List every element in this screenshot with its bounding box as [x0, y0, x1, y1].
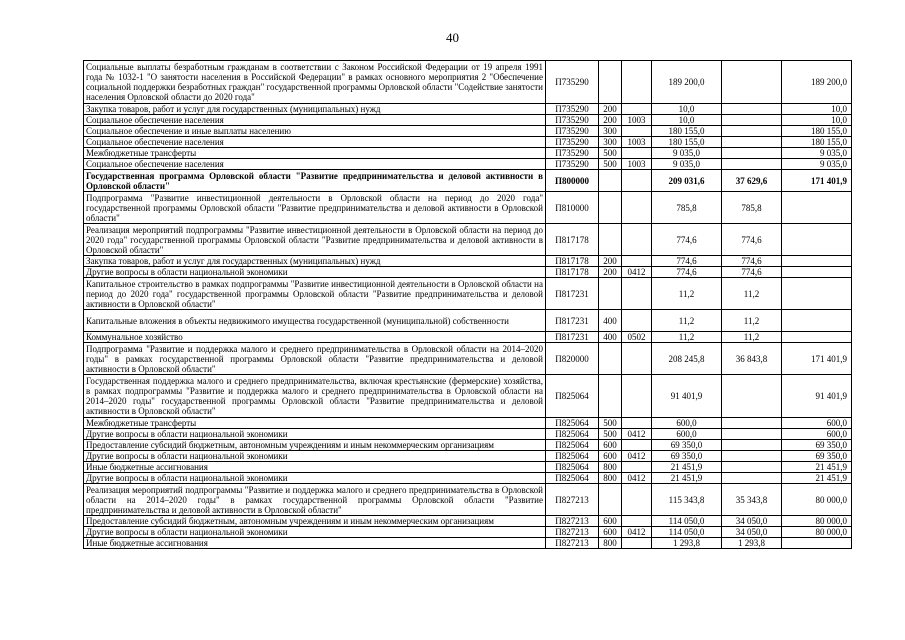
- row-code-cell: П735290: [546, 115, 599, 126]
- row-federal-cell: 11,2: [722, 332, 782, 343]
- row-expense-type-cell: 800: [599, 538, 622, 549]
- row-regional-cell: [782, 267, 852, 278]
- row-expense-type-cell: 200: [599, 115, 622, 126]
- table-row: [84, 224, 852, 256]
- row-regional-cell: 189 200,0: [782, 61, 852, 104]
- row-code-cell: П735290: [546, 61, 599, 104]
- row-total-cell: 785,8: [652, 192, 722, 224]
- row-federal-cell: [722, 375, 782, 418]
- row-regional-cell: [782, 332, 852, 343]
- table-row: [84, 170, 852, 192]
- row-section-cell: [622, 538, 652, 549]
- row-code-cell: П817231: [546, 278, 599, 310]
- table-row: [84, 332, 852, 343]
- row-name-cell: Подпрограмма "Развитие и поддержка малого и среднего предпринимательства в Орловской области на 2014–2020 годы" в рамках государственной программы Орловской области "Развитие предпринимательства и деловой активности в Орловской области": [84, 343, 546, 375]
- row-section-cell: 0412: [622, 429, 652, 440]
- row-code-cell: П817178: [546, 267, 599, 278]
- row-expense-type-cell: [599, 484, 622, 516]
- row-code-cell: П817231: [546, 332, 599, 343]
- row-regional-cell: 10,0: [782, 115, 852, 126]
- row-name-cell: Подпрограмма "Развитие инвестиционной деятельности в Орловской области на период до 2020 года" государственной программы Орловской области "Развитие предпринимательства и деловой активности в Орловской области": [84, 192, 546, 224]
- row-code-cell: П827213: [546, 516, 599, 527]
- row-federal-cell: 34 050,0: [722, 527, 782, 538]
- row-section-cell: [622, 440, 652, 451]
- row-name-cell: Иные бюджетные ассигнования: [84, 462, 546, 473]
- row-regional-cell: [782, 278, 852, 310]
- row-expense-type-cell: 500: [599, 429, 622, 440]
- row-federal-cell: [722, 418, 782, 429]
- row-regional-cell: 21 451,9: [782, 473, 852, 484]
- row-total-cell: 115 343,8: [652, 484, 722, 516]
- row-code-cell: П817178: [546, 224, 599, 256]
- row-regional-cell: 180 155,0: [782, 137, 852, 148]
- table-row: [84, 429, 852, 440]
- row-federal-cell: [722, 104, 782, 115]
- row-code-cell: П827213: [546, 527, 599, 538]
- row-expense-type-cell: 600: [599, 516, 622, 527]
- row-federal-cell: 774,6: [722, 256, 782, 267]
- row-code-cell: П735290: [546, 104, 599, 115]
- table-row: [84, 159, 852, 170]
- row-federal-cell: 11,2: [722, 278, 782, 310]
- row-federal-cell: [722, 159, 782, 170]
- row-regional-cell: 180 155,0: [782, 126, 852, 137]
- row-section-cell: 0412: [622, 451, 652, 462]
- row-name-cell: Предоставление субсидий бюджетным, автономным учреждениям и иным некоммерческим организациям: [84, 440, 546, 451]
- row-regional-cell: 80 000,0: [782, 516, 852, 527]
- row-total-cell: 21 451,9: [652, 473, 722, 484]
- row-total-cell: 180 155,0: [652, 137, 722, 148]
- row-expense-type-cell: 500: [599, 148, 622, 159]
- row-name-cell: Реализация мероприятий подпрограммы "Развитие инвестиционной деятельности в Орловской области на период до 2020 года" государственной программы Орловской области "Развитие предпринимательства и деловой активности в Орловской области": [84, 224, 546, 256]
- row-code-cell: П820000: [546, 343, 599, 375]
- row-federal-cell: 35 343,8: [722, 484, 782, 516]
- table-row: [84, 375, 852, 418]
- row-regional-cell: 171 401,9: [782, 343, 852, 375]
- row-regional-cell: 69 350,0: [782, 440, 852, 451]
- row-total-cell: 69 350,0: [652, 440, 722, 451]
- row-section-cell: [622, 256, 652, 267]
- row-total-cell: 209 031,6: [652, 170, 722, 192]
- row-total-cell: 11,2: [652, 310, 722, 332]
- row-code-cell: П825064: [546, 462, 599, 473]
- row-expense-type-cell: [599, 375, 622, 418]
- row-section-cell: [622, 192, 652, 224]
- row-code-cell: П825064: [546, 440, 599, 451]
- row-code-cell: П800000: [546, 170, 599, 192]
- row-name-cell: Государственная программа Орловской области "Развитие предпринимательства и деловой активности в Орловской области": [84, 170, 546, 192]
- table-row: [84, 137, 852, 148]
- row-name-cell: Закупка товаров, работ и услуг для государственных (муниципальных) нужд: [84, 256, 546, 267]
- row-total-cell: 1 293,8: [652, 538, 722, 549]
- row-total-cell: 11,2: [652, 278, 722, 310]
- row-federal-cell: 37 629,6: [722, 170, 782, 192]
- row-regional-cell: 10,0: [782, 104, 852, 115]
- row-federal-cell: 11,2: [722, 310, 782, 332]
- row-expense-type-cell: [599, 343, 622, 375]
- row-code-cell: П825064: [546, 429, 599, 440]
- row-section-cell: [622, 484, 652, 516]
- row-expense-type-cell: 500: [599, 159, 622, 170]
- row-expense-type-cell: 200: [599, 256, 622, 267]
- table-row: [84, 440, 852, 451]
- row-federal-cell: 1 293,8: [722, 538, 782, 549]
- row-section-cell: [622, 375, 652, 418]
- row-section-cell: [622, 148, 652, 159]
- row-federal-cell: 774,6: [722, 224, 782, 256]
- row-name-cell: Социальное обеспечение населения: [84, 137, 546, 148]
- row-federal-cell: [722, 126, 782, 137]
- row-federal-cell: [722, 429, 782, 440]
- row-federal-cell: [722, 451, 782, 462]
- row-name-cell: Реализация мероприятий подпрограммы "Развитие и поддержка малого и среднего предпринимательства в Орловской области на 2014–2020 годы" в рамках государственной программы Орловской области "Развитие предпринимательства и деловой активности в Орловской области": [84, 484, 546, 516]
- row-regional-cell: [782, 224, 852, 256]
- row-total-cell: 114 050,0: [652, 516, 722, 527]
- row-name-cell: Закупка товаров, работ и услуг для государственных (муниципальных) нужд: [84, 104, 546, 115]
- row-name-cell: Социальное обеспечение населения: [84, 115, 546, 126]
- table-row: [84, 256, 852, 267]
- row-federal-cell: [722, 440, 782, 451]
- table-row: [84, 462, 852, 473]
- row-expense-type-cell: 200: [599, 267, 622, 278]
- row-expense-type-cell: [599, 224, 622, 256]
- row-total-cell: 189 200,0: [652, 61, 722, 104]
- row-name-cell: Другие вопросы в области национальной экономики: [84, 267, 546, 278]
- row-name-cell: Капитальные вложения в объекты недвижимого имущества государственной (муниципальной) собственности: [84, 310, 546, 332]
- row-total-cell: 600,0: [652, 429, 722, 440]
- row-expense-type-cell: 600: [599, 440, 622, 451]
- row-name-cell: Предоставление субсидий бюджетным, автономным учреждениям и иным некоммерческим организациям: [84, 516, 546, 527]
- row-name-cell: Коммунальное хозяйство: [84, 332, 546, 343]
- row-section-cell: [622, 126, 652, 137]
- row-regional-cell: 80 000,0: [782, 527, 852, 538]
- row-expense-type-cell: 600: [599, 527, 622, 538]
- row-section-cell: [622, 61, 652, 104]
- row-total-cell: 11,2: [652, 332, 722, 343]
- row-expense-type-cell: 800: [599, 462, 622, 473]
- table-row: [84, 310, 852, 332]
- row-total-cell: 91 401,9: [652, 375, 722, 418]
- row-name-cell: Капитальное строительство в рамках подпрограммы "Развитие инвестиционной деятельности в Орловской области на период до 2020 года" государственной программы Орловской области "Развитие предпринимательства и деловой активности в Орловской области": [84, 278, 546, 310]
- table-row: [84, 451, 852, 462]
- row-expense-type-cell: 200: [599, 104, 622, 115]
- row-name-cell: Другие вопросы в области национальной экономики: [84, 429, 546, 440]
- row-code-cell: П735290: [546, 137, 599, 148]
- row-regional-cell: 91 401,9: [782, 375, 852, 418]
- row-name-cell: Иные бюджетные ассигнования: [84, 538, 546, 549]
- row-section-cell: 0412: [622, 473, 652, 484]
- row-regional-cell: [782, 192, 852, 224]
- row-expense-type-cell: 500: [599, 418, 622, 429]
- row-federal-cell: [722, 473, 782, 484]
- row-regional-cell: [782, 310, 852, 332]
- table-row: [84, 115, 852, 126]
- row-total-cell: 600,0: [652, 418, 722, 429]
- page-number: 40: [446, 30, 459, 45]
- row-federal-cell: [722, 137, 782, 148]
- row-code-cell: П825064: [546, 375, 599, 418]
- row-section-cell: [622, 310, 652, 332]
- table-row: [84, 343, 852, 375]
- row-regional-cell: 9 035,0: [782, 159, 852, 170]
- row-federal-cell: [722, 148, 782, 159]
- row-federal-cell: 774,6: [722, 267, 782, 278]
- row-name-cell: Государственная поддержка малого и среднего предпринимательства, включая крестьянские (фермерские) хозяйства, в рамках подпрограммы "Развитие и поддержка малого и среднего предпринимательства в Орловской области на 2014–2020 годы" государственной программы Орловской области "Развитие предпринимательства и деловой активности в Орловской области": [84, 375, 546, 418]
- row-federal-cell: [722, 61, 782, 104]
- table-row: [84, 516, 852, 527]
- row-section-cell: [622, 104, 652, 115]
- row-section-cell: [622, 418, 652, 429]
- row-code-cell: П810000: [546, 192, 599, 224]
- row-expense-type-cell: [599, 192, 622, 224]
- row-regional-cell: 9 035,0: [782, 148, 852, 159]
- row-section-cell: 1003: [622, 115, 652, 126]
- row-name-cell: Другие вопросы в области национальной экономики: [84, 451, 546, 462]
- row-code-cell: П827213: [546, 538, 599, 549]
- row-federal-cell: 36 843,8: [722, 343, 782, 375]
- row-total-cell: 9 035,0: [652, 148, 722, 159]
- budget-table: [83, 60, 852, 549]
- table-row: [84, 104, 852, 115]
- row-expense-type-cell: 400: [599, 310, 622, 332]
- row-total-cell: 114 050,0: [652, 527, 722, 538]
- row-expense-type-cell: [599, 61, 622, 104]
- table-row: [84, 527, 852, 538]
- row-section-cell: 0502: [622, 332, 652, 343]
- row-name-cell: Социальное обеспечение населения: [84, 159, 546, 170]
- row-federal-cell: [722, 462, 782, 473]
- row-name-cell: Межбюджетные трансферты: [84, 418, 546, 429]
- row-federal-cell: [722, 115, 782, 126]
- table-row: [84, 473, 852, 484]
- row-total-cell: 9 035,0: [652, 159, 722, 170]
- row-total-cell: 10,0: [652, 115, 722, 126]
- table-row: [84, 126, 852, 137]
- row-section-cell: [622, 343, 652, 375]
- row-expense-type-cell: 300: [599, 137, 622, 148]
- row-regional-cell: 69 350,0: [782, 451, 852, 462]
- row-expense-type-cell: 300: [599, 126, 622, 137]
- row-regional-cell: 21 451,9: [782, 462, 852, 473]
- table-row: [84, 148, 852, 159]
- row-section-cell: [622, 170, 652, 192]
- row-regional-cell: [782, 538, 852, 549]
- row-code-cell: П817178: [546, 256, 599, 267]
- row-section-cell: 1003: [622, 159, 652, 170]
- table-row: [84, 484, 852, 516]
- row-total-cell: 774,6: [652, 224, 722, 256]
- row-expense-type-cell: 400: [599, 332, 622, 343]
- row-code-cell: П735290: [546, 126, 599, 137]
- table-row: [84, 192, 852, 224]
- row-total-cell: 180 155,0: [652, 126, 722, 137]
- row-code-cell: П735290: [546, 148, 599, 159]
- row-expense-type-cell: 600: [599, 451, 622, 462]
- row-code-cell: П817231: [546, 310, 599, 332]
- row-code-cell: П825064: [546, 473, 599, 484]
- row-regional-cell: 171 401,9: [782, 170, 852, 192]
- row-regional-cell: 80 000,0: [782, 484, 852, 516]
- row-name-cell: Социальные выплаты безработным гражданам в соответствии с Законом Российской Федерации от 19 апреля 1991 года № 1032-1 "О занятости населения в Российской Федерации" в рамках основного мероприятия 2 "Обеспечение социальной поддержки безработных граждан" государственной программы Орловской области "Содействие занятости населения Орловской области до 2020 года": [84, 61, 546, 104]
- row-section-cell: 1003: [622, 137, 652, 148]
- row-expense-type-cell: 800: [599, 473, 622, 484]
- row-code-cell: П735290: [546, 159, 599, 170]
- row-expense-type-cell: [599, 278, 622, 310]
- row-federal-cell: 785,8: [722, 192, 782, 224]
- row-total-cell: 774,6: [652, 267, 722, 278]
- row-total-cell: 10,0: [652, 104, 722, 115]
- row-section-cell: 0412: [622, 267, 652, 278]
- row-total-cell: 774,6: [652, 256, 722, 267]
- table-row: [84, 61, 852, 104]
- row-code-cell: П827213: [546, 484, 599, 516]
- row-name-cell: Социальное обеспечение и иные выплаты населению: [84, 126, 546, 137]
- row-regional-cell: 600,0: [782, 418, 852, 429]
- row-section-cell: [622, 278, 652, 310]
- row-section-cell: [622, 516, 652, 527]
- row-regional-cell: 600,0: [782, 429, 852, 440]
- table-row: [84, 418, 852, 429]
- row-total-cell: 69 350,0: [652, 451, 722, 462]
- row-regional-cell: [782, 256, 852, 267]
- row-code-cell: П825064: [546, 451, 599, 462]
- row-total-cell: 21 451,9: [652, 462, 722, 473]
- row-total-cell: 208 245,8: [652, 343, 722, 375]
- row-section-cell: [622, 224, 652, 256]
- row-section-cell: 0412: [622, 527, 652, 538]
- row-expense-type-cell: [599, 170, 622, 192]
- row-name-cell: Межбюджетные трансферты: [84, 148, 546, 159]
- row-federal-cell: 34 050,0: [722, 516, 782, 527]
- table-row: [84, 267, 852, 278]
- budget-table-body: [84, 61, 852, 549]
- table-row: [84, 278, 852, 310]
- table-row: [84, 538, 852, 549]
- row-code-cell: П825064: [546, 418, 599, 429]
- row-section-cell: [622, 462, 652, 473]
- row-name-cell: Другие вопросы в области национальной экономики: [84, 527, 546, 538]
- row-name-cell: Другие вопросы в области национальной экономики: [84, 473, 546, 484]
